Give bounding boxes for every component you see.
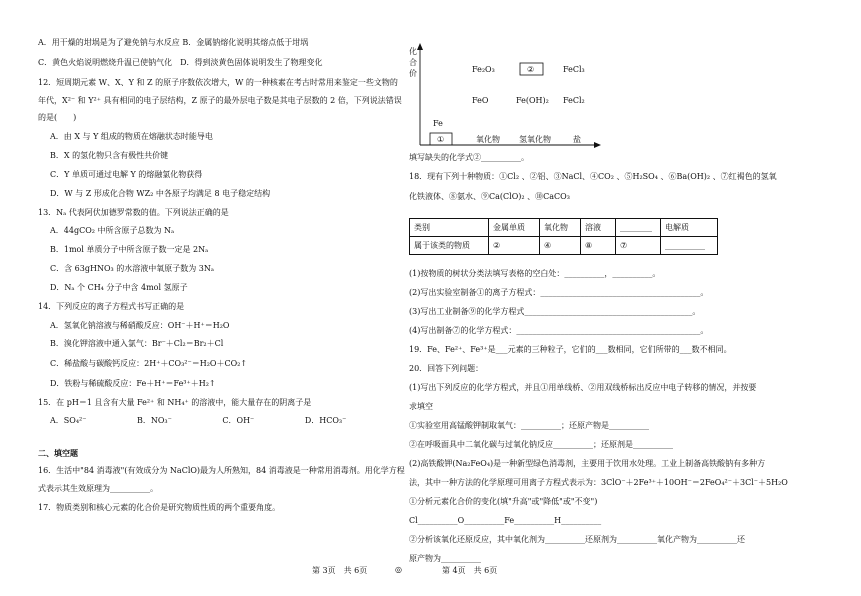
- right-line: ②在呼吸面具中二氧化碳与过氧化钠反应__________；还原剂是__________: [409, 440, 673, 449]
- x-category-hydroxide: 氢氧化物: [519, 135, 551, 144]
- y-axis-arrow: [417, 43, 423, 50]
- table-cell: ⑦: [616, 237, 661, 255]
- ylabel-char-3: 价: [409, 69, 417, 78]
- left-line: 年代，X²⁻ 和 Y²⁺ 具有相同的电子层结构，Z 原子的最外层电子数是其电子层数的 2 倍，下列说法错误: [38, 96, 402, 105]
- right-line: (3)写出工业制备⑨的化学方程式__________________________________________。: [409, 307, 701, 316]
- left-line: B．1mol 单质分子中所含原子数一定是 2Nₐ: [50, 245, 209, 254]
- right-line: Cl__________O__________Fe__________H__________: [409, 516, 602, 525]
- x-category-oxide: 氧化物: [476, 135, 500, 144]
- left-line: 14．下列反应的离子方程式书写正确的是: [38, 302, 185, 311]
- left-line: C．含 63gHNO₃ 的水溶液中氧原子数为 3Nₐ: [50, 264, 214, 273]
- right-line: (1)按物质的树状分类法填写表格的空白处：__________，__________。: [409, 269, 661, 278]
- left-line: 16．生活中"84 消毒液"(有效成分为 NaClO)最为人所熟知，84 消毒液是一种常用消毒剂。用化学方程: [38, 466, 405, 475]
- table-header-row: [410, 219, 718, 237]
- left-line: D．W 与 Z 形成化合物 WZ₂ 中各原子均满足 8 电子稳定结构: [50, 189, 271, 198]
- right-line: 19．Fe、Fe²⁺、Fe³⁺是___元素的三种粒子，它们的___数相同，它们所带的___数不相同。: [409, 345, 732, 354]
- left-line: 式表示其生效原理为__________。: [38, 484, 158, 493]
- left-line: 17．物质类别和核心元素的化合价是研究物质性质的两个重要角度。: [38, 503, 281, 512]
- left-page-footer: 第 3页 共 6页: [312, 566, 368, 575]
- left-line: C．稀盐酸与碳酸钙反应：2H⁺＋CO₃²⁻＝H₂O＋CO₂↑: [50, 359, 248, 368]
- right-line: 18．现有下列十种物质：①Cl₂ 、②铝、③NaCl、④CO₂ 、⑤H₂SO₄ 、⑥Ba(OH)₂ 、⑦红褐色的氢氧: [409, 172, 777, 181]
- table-cell: 氧化物: [540, 219, 581, 237]
- table-cell: ________: [616, 219, 661, 237]
- right-line: 求填空: [409, 402, 433, 411]
- right-line: 化铁液体、⑧氨水、⑨Ca(ClO)₂ 、⑩CaCO₃: [409, 192, 570, 201]
- left-line: A．由 X 与 Y 组成的物质在熔融状态时能导电: [50, 132, 213, 141]
- ylabel-char-1: 化: [409, 47, 417, 56]
- item-fecl3: FeCl₃: [563, 65, 585, 74]
- table-cell: 溶液: [581, 219, 616, 237]
- item-feoh2: Fe(OH)₂: [516, 96, 549, 105]
- right-line: (4)写出制备⑦的化学方程式：______________________________________________。: [409, 326, 709, 335]
- table-cell: 电解质: [661, 219, 718, 237]
- left-line: B．溴化钾溶液中通入氯气：Br⁻＋Cl₂＝Br₂＋Cl: [50, 339, 224, 348]
- right-line: ①分析元素化合价的变化(填"升高"或"降低"或"不变"): [409, 497, 598, 506]
- right-line: ①实验室用高锰酸钾制取氧气：__________；还原产物是__________: [409, 421, 649, 430]
- ylabel-char-2: 合: [409, 58, 417, 67]
- iron-valence-diagram: [0, 0, 861, 160]
- binding-mark: ◎: [395, 565, 402, 574]
- left-line: A．氢氧化钠溶液与稀硝酸反应：OH⁻＋H⁺＝H₂O: [50, 321, 230, 330]
- left-line: D．Nₐ 个 CH₄ 分子中含 4mol 氢原子: [50, 283, 188, 292]
- right-line: 法，其中一种方法的化学原理可用离子方程式表示为：3ClO⁻＋2Fe³⁺＋10OH⁻＝2FeO₄²⁻＋3Cl⁻＋5H₂O: [409, 478, 788, 487]
- table-cell: 类别: [410, 219, 489, 237]
- table-cell: 金属单质: [489, 219, 540, 237]
- x-axis-arrow: [594, 142, 601, 148]
- left-line: A．用干燥的坩埚是为了避免钠与水反应 B．金属钠熔化说明其熔点低于坩埚: [38, 38, 309, 47]
- left-line: C．黄色火焰说明燃烧升温已使钠气化 D．得到淡黄色固体说明发生了物理变化: [38, 58, 323, 67]
- right-page-footer: 第 4页 共 6页: [442, 566, 498, 575]
- item-fe: Fe: [433, 119, 443, 128]
- left-line: 15．在 pH＝1 且含有大量 Fe²⁺ 和 NH₄⁺ 的溶液中，能大量存在的阴离子是: [38, 398, 312, 407]
- left-line: D．铁粉与稀硫酸反应：Fe＋H⁺＝Fe³⁺＋H₂↑: [50, 379, 216, 388]
- left-line: A．44gCO₂ 中所含原子总数为 Nₐ: [50, 226, 175, 235]
- right-line: (2)高铁酸钾(Na₂FeO₄)是一种新型绿色消毒剂，主要用于饮用水处理。工业上制备高铁酸钠有多种方: [409, 459, 766, 468]
- left-line: 的是( ): [38, 113, 77, 122]
- table-row: [410, 237, 718, 255]
- table-cell: __________: [661, 237, 718, 255]
- item-feo: FeO: [472, 96, 489, 105]
- left-line: 12．短周期元素 W、X、Y 和 Z 的原子序数依次增大，W 的一种核素在考古时常用来鉴定一些文物的: [38, 78, 398, 87]
- table-cell: ⑧: [581, 237, 616, 255]
- right-line: (2)写出实验室制备①的离子方程式：________________________________________。: [409, 288, 709, 297]
- item-fecl2: FeCl₂: [563, 96, 585, 105]
- left-line: 二、填空题: [38, 448, 78, 458]
- table-cell: 属于该类的物质: [410, 237, 489, 255]
- left-line: B．X 的氢化物只含有极性共价键: [50, 151, 169, 160]
- table-cell: ②: [489, 237, 540, 255]
- left-line: 13．Nₐ 代表阿伏加德罗常数的值。下列说法正确的是: [38, 208, 229, 217]
- classification-table: [409, 218, 718, 255]
- right-line: 填写缺失的化学式②__________。: [409, 153, 529, 162]
- right-line: 原产物为__________: [409, 554, 481, 563]
- item-fe2o3: Fe₂O₃: [472, 65, 495, 74]
- left-line: A．SO₄²⁻ B．NO₃⁻ C．OH⁻ D．HCO₃⁻: [50, 416, 347, 425]
- left-line: C．Y 单质可通过电解 Y 的熔融氯化物获得: [50, 170, 203, 179]
- right-line: (1)写出下列反应的化学方程式，并且①用单线桥、②用双线桥标出反应中电子转移的情况，并按要: [409, 383, 757, 392]
- item-missing-2: ②: [527, 65, 535, 74]
- x-category-salt: 盐: [573, 135, 581, 144]
- right-line: 20．回答下列问题：: [409, 364, 484, 373]
- x-category-1: ①: [437, 135, 445, 144]
- table-cell: ④: [540, 237, 581, 255]
- right-line: ②分析该氧化还原反应，其中氧化剂为__________还原剂为__________氧化产物为__________还: [409, 535, 745, 544]
